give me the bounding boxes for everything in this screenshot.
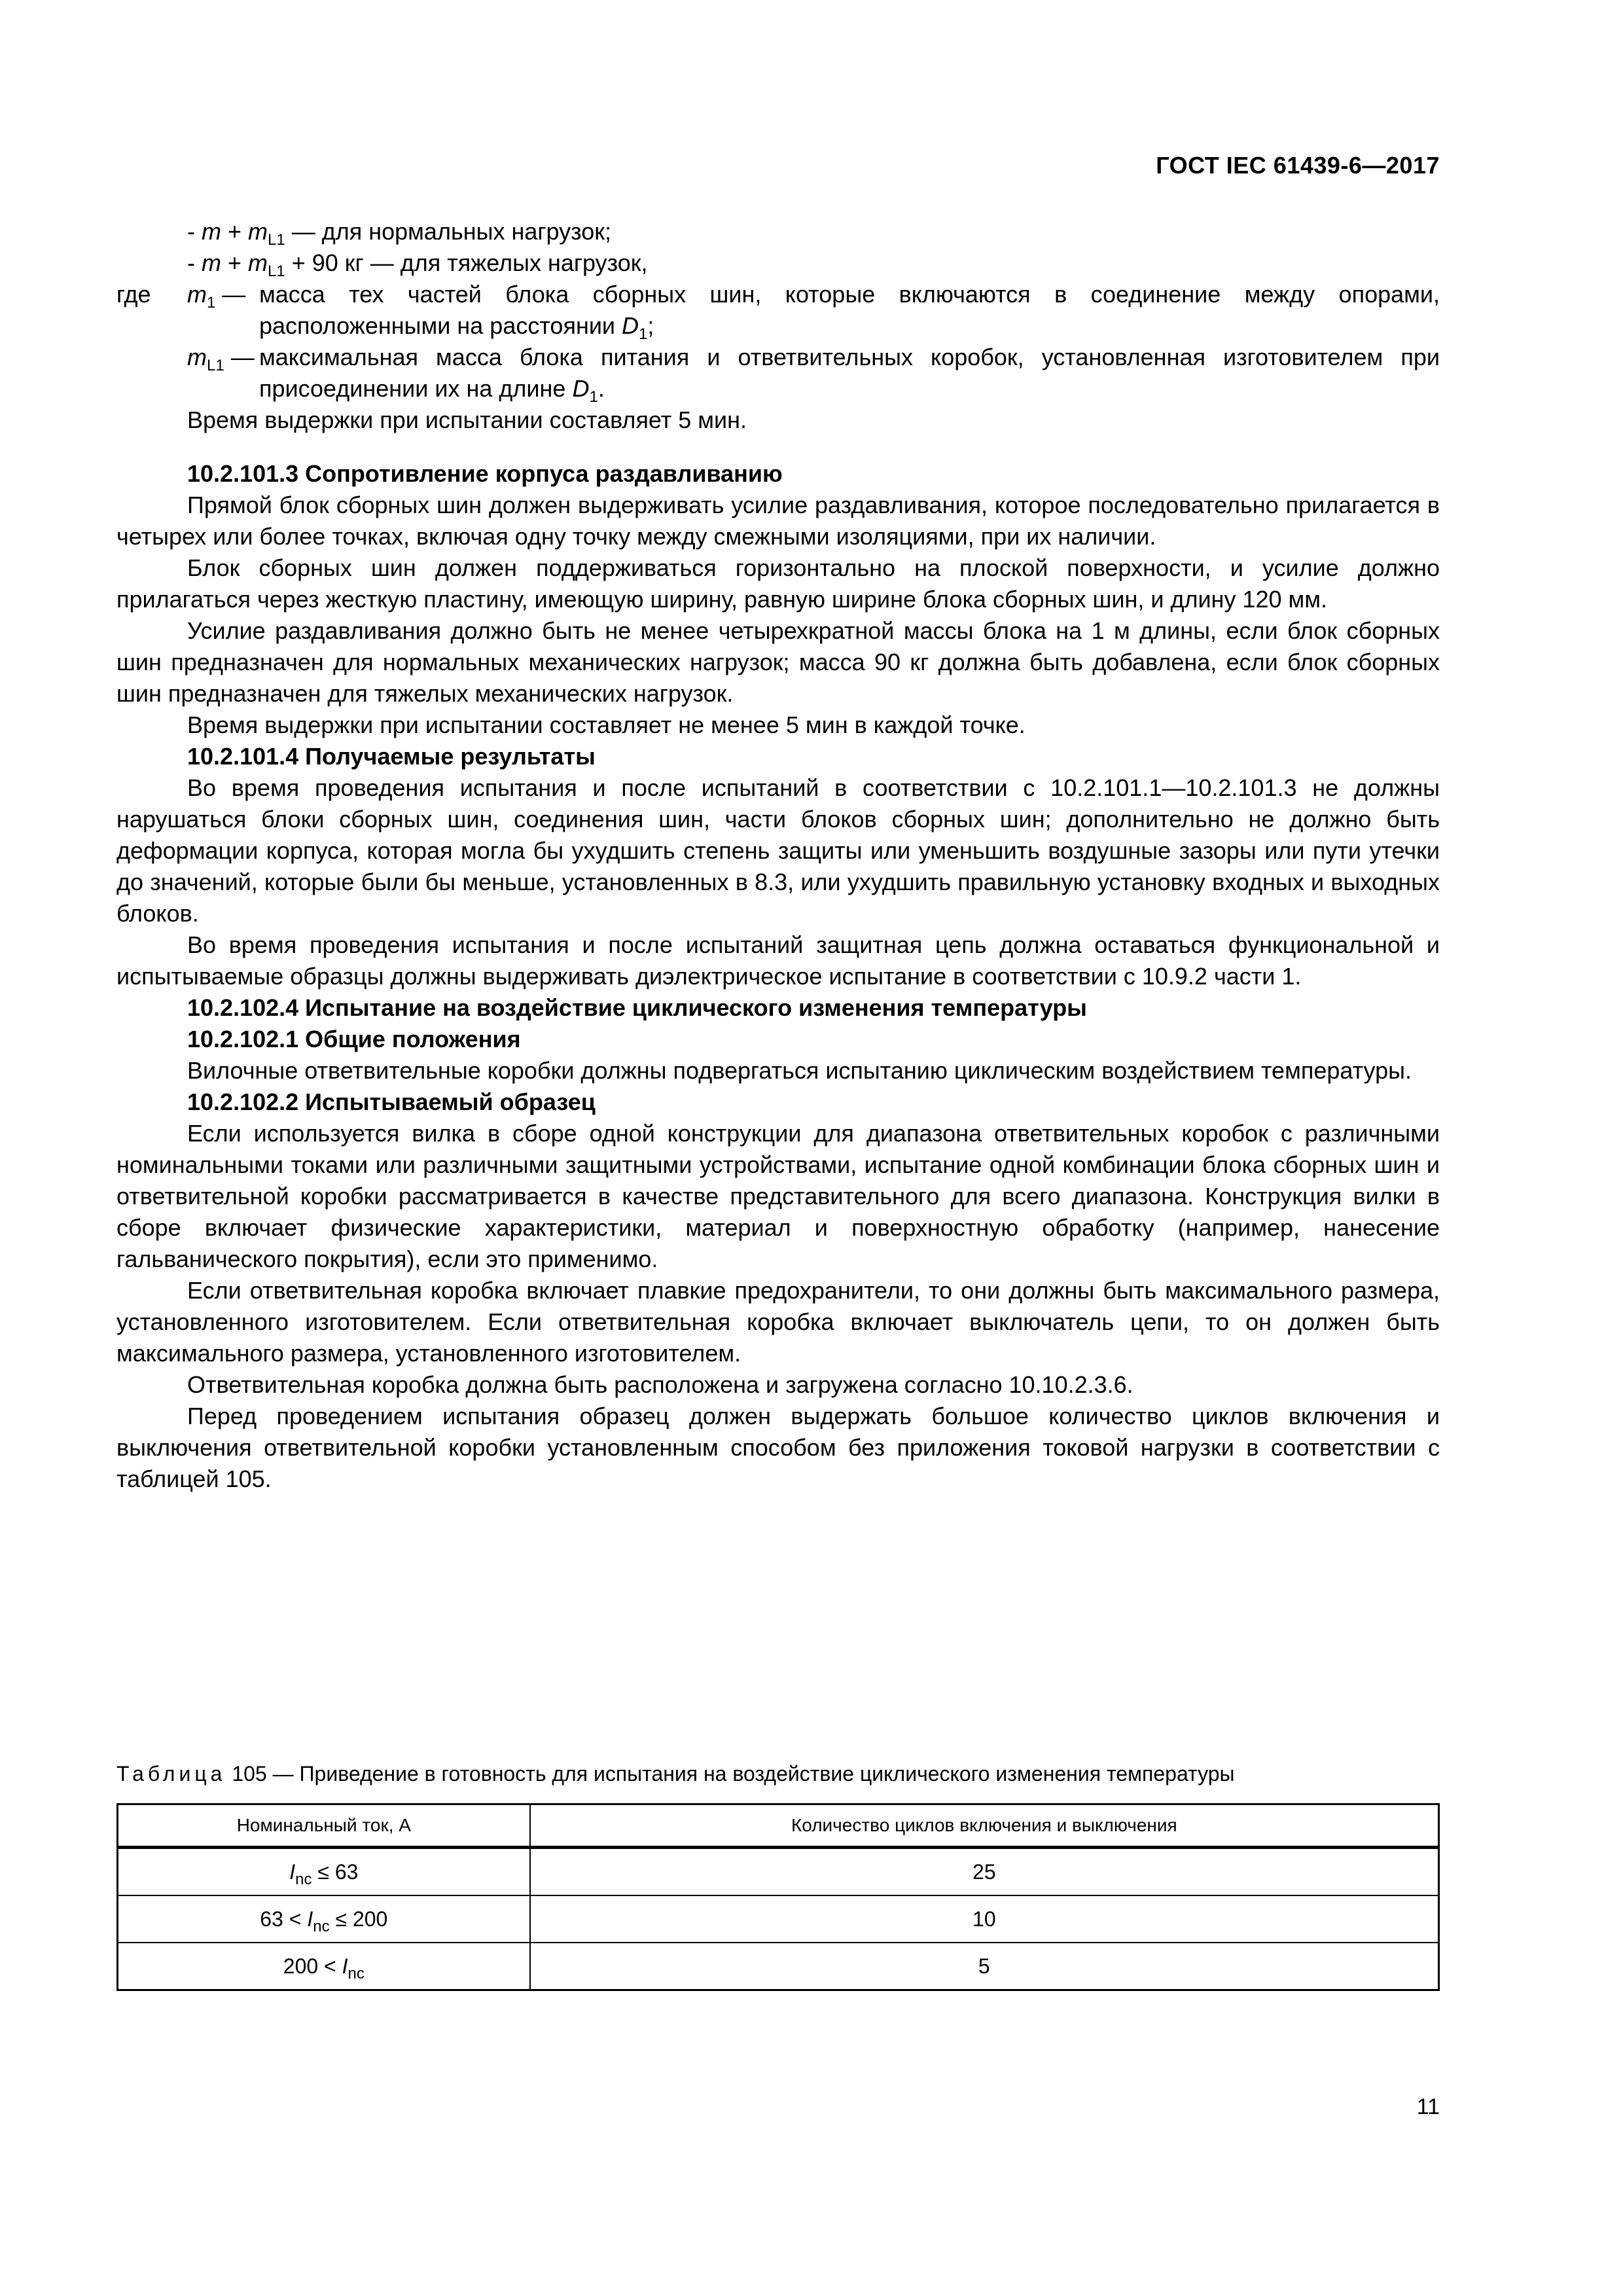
definition-ml1: $m_{L1}$ — максимальная масса блока питания и ответвительных коробок, установленная изготовителем при присоединении их на длине $D_1$. bbox=[187, 344, 1440, 406]
table-header-row bbox=[118, 1804, 1439, 1848]
paragraph: Ответвительная коробка должна быть расположена и загружена согласно 10.10.2.3.6. bbox=[187, 1371, 1133, 1398]
table-caption: Таблица 105 — Приведение в готовность для испытания на воздействие циклического изменения температуры bbox=[116, 1762, 1235, 1785]
cycles-cell: 10 bbox=[530, 1895, 1439, 1943]
section-heading: 10.2.101.3 Сопротивление корпуса раздавливанию bbox=[187, 460, 783, 487]
paragraph: Во время проведения испытания и после испытаний в соответствии с 10.2.101.1—10.2.101.3 не должны нарушаться блоки сборных шин, соединения шин, части блоков сборных шин; дополнительно не должно быть деформации корпуса, которая могла бы ухудшить степень защиты или уменьшить воздушные зазоры или пути утечки до значений, которые были бы меньше, установленных в 8.3, или ухудшить правильную установку входных и выходных блоков. bbox=[116, 774, 1440, 927]
paragraph: Во время проведения испытания и после испытаний защитная цепь должна оставаться функциональной и испытываемые образцы должны выдерживать диэлектрическое испытание в соответствии с 10.9.2 части 1. bbox=[116, 931, 1440, 990]
document-code-header: ГОСТ IEC 61439-6—2017 bbox=[1156, 152, 1440, 179]
table-row bbox=[118, 1848, 1439, 1896]
page-number: 11 bbox=[1416, 2094, 1440, 2119]
cycles-cell: 25 bbox=[530, 1848, 1439, 1896]
current-cell: $I_{nc} \le 63$ bbox=[118, 1848, 530, 1896]
section-heading: 10.2.102.4 Испытание на воздействие циклического изменения температуры bbox=[187, 994, 1087, 1021]
table-105 bbox=[116, 1803, 1440, 1991]
paragraph: Вилочные ответвительные коробки должны подвергаться испытанию циклическим воздействием температуры. bbox=[187, 1057, 1412, 1084]
table-row bbox=[118, 1895, 1439, 1943]
paragraph: Перед проведением испытания образец должен выдержать большое количество циклов включения и выключения ответвительной коробки установленным способом без приложения токовой нагрузки в соответствии с таблицей 105. bbox=[116, 1403, 1440, 1492]
paragraph: Прямой блок сборных шин должен выдерживать усилие раздавливания, которое последовательно прилагается в четырех или более точках, включая одну точку между смежными изоляциями, при их наличии. bbox=[116, 492, 1440, 550]
paragraph: Если используется вилка в сборе одной конструкции для диапазона ответвительных коробок с различными номинальными токами или различными защитными устройствами, испытание одной комбинации блока сборных шин и ответвительной коробки рассматривается в качестве представительного для всего диапазона. Конструкция вилки в сборе включает физические характеристики, материал и поверхностную обработку (например, нанесение гальванического покрытия), если это применимо. bbox=[116, 1120, 1440, 1272]
section-heading: 10.2.102.2 Испытываемый образец bbox=[187, 1088, 596, 1115]
paragraph: Блок сборных шин должен поддерживаться горизонтально на плоской поверхности, и усилие должно прилагаться через жесткую пластину, имеющую ширину, равную ширине блока сборных шин, и длину 120 мм. bbox=[116, 554, 1440, 613]
current-cell: $200 < I_{nc}$ bbox=[118, 1943, 530, 1990]
paragraph: Время выдержки при испытании составляет 5 мин. bbox=[187, 406, 747, 433]
column-header-current: Номинальный ток, А bbox=[118, 1804, 530, 1848]
paragraph: Если ответвительная коробка включает плавкие предохранители, то они должны быть максимального размера, установленного изготовителем. Если ответвительная коробка включает выключатель цепи, то он должен быть максимального размера, установленного изготовителем. bbox=[116, 1277, 1440, 1367]
section-heading: 10.2.102.1 Общие положения bbox=[187, 1026, 521, 1052]
load-list-item: - $m + m_{L1}$ — для нормальных нагрузок; bbox=[187, 218, 611, 249]
page-body bbox=[116, 216, 1440, 1495]
section-heading: 10.2.101.4 Получаемые результаты bbox=[187, 743, 596, 770]
column-header-cycles: Количество циклов включения и выключения bbox=[530, 1804, 1439, 1848]
table-row bbox=[118, 1943, 1439, 1990]
definition-m1: где $m_1$ — масса тех частей блока сборных шин, которые включаются в соединение между опорами, расположенными на расстоянии $D_1$; bbox=[116, 281, 1440, 343]
load-list-item: - $m + m_{L1} + 90$ кг — для тяжелых нагрузок, bbox=[187, 249, 648, 280]
cycles-cell: 5 bbox=[530, 1943, 1439, 1990]
paragraph: Усилие раздавливания должно быть не менее четырехкратной массы блока на 1 м длины, если блок сборных шин предназначен для нормальных механических нагрузок; масса 90 кг должна быть добавлена, если блок сборных шин предназначен для тяжелых механических нагрузок. bbox=[116, 617, 1440, 707]
current-cell: $63 < I_{nc} \le 200$ bbox=[118, 1895, 530, 1943]
paragraph: Время выдержки при испытании составляет не менее 5 мин в каждой точке. bbox=[187, 711, 1026, 738]
